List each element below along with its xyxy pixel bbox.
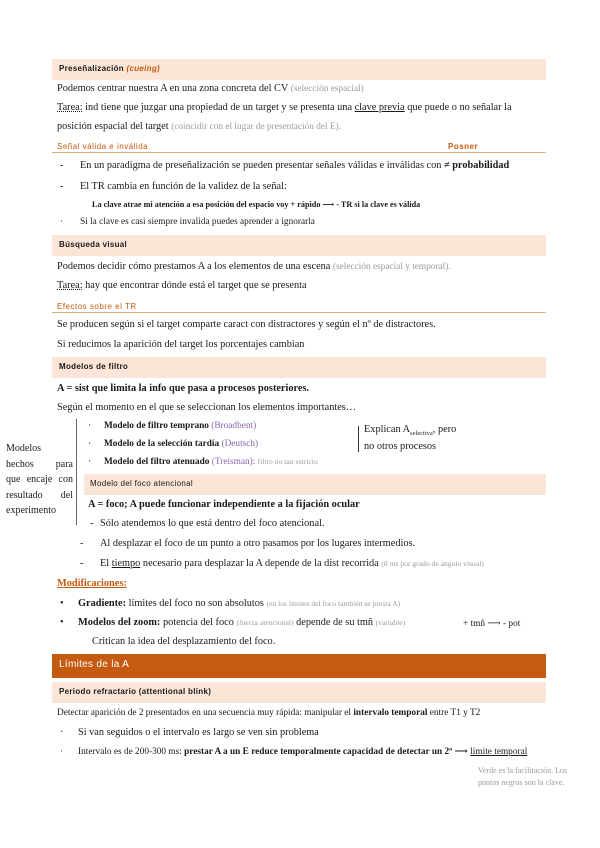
footer-note <box>478 765 567 789</box>
list-item <box>88 421 256 431</box>
bracket-line <box>358 426 359 452</box>
text: hay que encontrar dónde está el target que se presenta <box>85 280 307 291</box>
paragraph <box>57 121 341 132</box>
text: límites del foco no son absolutos <box>128 598 264 609</box>
text: necesario para desplazar la A depende de la dist recorrida <box>142 558 379 569</box>
subsection-title: Efectos sobre el TR <box>57 302 137 311</box>
list-item <box>80 538 415 549</box>
model-author: (Broadbent) <box>211 421 257 431</box>
divider <box>52 312 546 313</box>
text: entre T1 y T2 <box>429 708 481 718</box>
margin-note-line: resultado del <box>6 489 73 501</box>
margin-note-line: hechos para <box>6 458 73 470</box>
text: Si van seguidos o el intervalo es largo se ven sin problema <box>78 727 319 738</box>
list-item <box>60 181 287 192</box>
paragraph: Según el momento en el que se seleccionan los elementos importantes… <box>57 402 357 413</box>
margin-note <box>6 441 73 519</box>
paragraph <box>57 261 451 272</box>
bullet-dash: - <box>60 181 64 192</box>
subsection-title: Señal válida e inválida <box>57 142 149 151</box>
bold-text: Gradiente: <box>78 598 127 609</box>
text: En un paradigma de preseñalización se pueden presentar señales válidas e inválidas con <box>80 160 442 171</box>
section-title-cueing <box>59 64 160 73</box>
divider <box>52 152 546 153</box>
tarea-label: Tarea: <box>57 102 83 113</box>
explain-note-2: no otros procesos <box>364 441 437 452</box>
text: Intervalo es de 200-300 ms: <box>78 747 182 757</box>
text: ind tiene que juzgar una propiedad de un target y se presenta una <box>85 102 353 113</box>
paragraph-bold: A = foco; A puede funcionar independiente a la fijación ocular <box>88 499 360 510</box>
bullet-dash: - <box>80 538 84 549</box>
paragraph <box>57 280 307 291</box>
list-item <box>60 746 527 757</box>
bullet-dot: · <box>88 421 92 431</box>
text: Explican A <box>364 424 411 435</box>
zoom-relation: + tmñ ⟶ - pot <box>463 619 521 629</box>
paragraph <box>57 102 512 113</box>
model-name: Modelo del filtro atenuado <box>104 457 210 467</box>
section-title-busqueda: Búsqueda visual <box>59 240 128 249</box>
text: El <box>100 558 110 569</box>
text: Detectar aparición de 2 presentados en una secuencia muy rápida: manipular el <box>57 708 352 718</box>
text: El TR cambia en función de la validez de la señal: <box>80 181 287 192</box>
bullet-dash: - <box>90 518 94 529</box>
bullet-dot: · <box>88 439 92 449</box>
text: depende de su tmñ <box>296 617 374 628</box>
footer-line: puntos negros son la clave. <box>478 778 565 787</box>
bullet-dot: · <box>88 457 92 467</box>
model-author: (Deutsch) <box>221 439 259 449</box>
grey-note: (coincidir con el lugar de presentación del E). <box>171 122 342 132</box>
margin-note-line: experimento <box>6 505 56 516</box>
explain-note <box>364 424 456 437</box>
section-title-refractario: Periodo refractario (attentional blink) <box>59 687 212 696</box>
paragraph: Critican la idea del desplazamiento del foco. <box>92 636 276 647</box>
author-label: Posner <box>448 142 479 151</box>
underlined-text: límite temporal <box>470 747 528 757</box>
bullet-dot: • <box>60 598 64 609</box>
text: posición espacial del target <box>57 121 169 132</box>
list-item <box>80 558 484 569</box>
bullet-dot: · <box>60 727 64 738</box>
grey-note: (selección espacial) <box>290 84 364 94</box>
section-title-foco: Modelo del foco atencional <box>90 479 193 488</box>
text: Si la clave es casi siempre invalida puedes aprender a ignorarla <box>80 217 315 227</box>
bullet-dash: - <box>80 558 84 569</box>
margin-note-line: Modelos <box>6 443 41 454</box>
sub-item: La clave atrae mi atención a esa posición del espacio voy + rápido ⟶ - TR si la clave es válida <box>92 200 421 209</box>
underlined-text: clave previa <box>354 102 405 113</box>
bold-text: Modelos del zoom: <box>78 617 161 628</box>
text: Al desplazar el foco de un punto a otro pasamos por los lugares intermedios. <box>100 538 416 549</box>
grey-note: (8 ms por grado de ángulo visual) <box>381 559 484 568</box>
footer-line: Verde es la facilitación. Los <box>478 766 568 775</box>
margin-note-line: que encaje con <box>6 474 73 485</box>
text: potencia del foco <box>162 617 234 628</box>
section-title-filtro: Modelos de filtro <box>59 362 129 371</box>
text: Sólo atendemos lo que está dentro del foco atencional. <box>100 518 325 529</box>
model-name: Modelo de la selección tardía <box>104 439 220 449</box>
bold-text: prestar A a un E reduce temporalmente capacidad de detectar un 2º ⟶ <box>184 747 468 757</box>
section-title-text: Preseñalización <box>59 64 124 73</box>
grey-note: (variable) <box>375 618 406 627</box>
bold-text: ≠ probabilidad <box>443 160 510 171</box>
grey-note: (en los límites del foco también se presta A) <box>266 599 401 608</box>
list-item <box>60 160 509 171</box>
bullet-dot: · <box>60 747 64 757</box>
section-title-limites: Límites de la A <box>59 659 130 670</box>
text: , pero <box>432 424 457 435</box>
model-author: (Treisman): <box>211 457 256 467</box>
model-note: filtro no tan estricto <box>257 457 318 466</box>
list-item <box>90 518 324 529</box>
list-item <box>88 439 258 449</box>
paragraph: Si reducimos la aparición del target los porcentajes cambian <box>57 339 305 350</box>
bullet-dot: • <box>60 617 64 628</box>
text: que puede o no señalar la <box>407 102 512 113</box>
paragraph-bold: A = sist que limita la info que pasa a procesos posteriores. <box>57 383 310 394</box>
modifications-title: Modificaciones: <box>57 578 127 589</box>
list-item <box>60 217 315 227</box>
paragraph: Se producen según si el target comparte caract con distractores y según el nº de distractores. <box>57 319 436 330</box>
paragraph <box>57 83 364 94</box>
list-item <box>60 598 400 609</box>
bullet-dash: - <box>60 160 64 171</box>
text: Podemos centrar nuestra A en una zona concreta del CV <box>57 83 289 94</box>
section-title-paren: (cueing) <box>126 64 161 73</box>
grey-note: (fuerza atencional) <box>236 618 294 627</box>
list-item <box>60 617 405 628</box>
bold-text: intervalo temporal <box>353 708 428 718</box>
paragraph <box>57 708 480 718</box>
text: Podemos decidir cómo prestamos A a los elementos de una escena <box>57 261 331 272</box>
subscript: selectiva <box>410 430 433 438</box>
bullet-dot: · <box>60 217 64 227</box>
margin-bracket <box>76 419 77 525</box>
list-item <box>88 457 318 467</box>
model-name: Modelo de filtro temprano <box>104 421 209 431</box>
tarea-label: Tarea: <box>57 280 83 291</box>
grey-note: (selección espacial y temporal). <box>332 262 451 272</box>
list-item <box>60 727 319 738</box>
underlined-text: tiempo <box>111 558 141 569</box>
